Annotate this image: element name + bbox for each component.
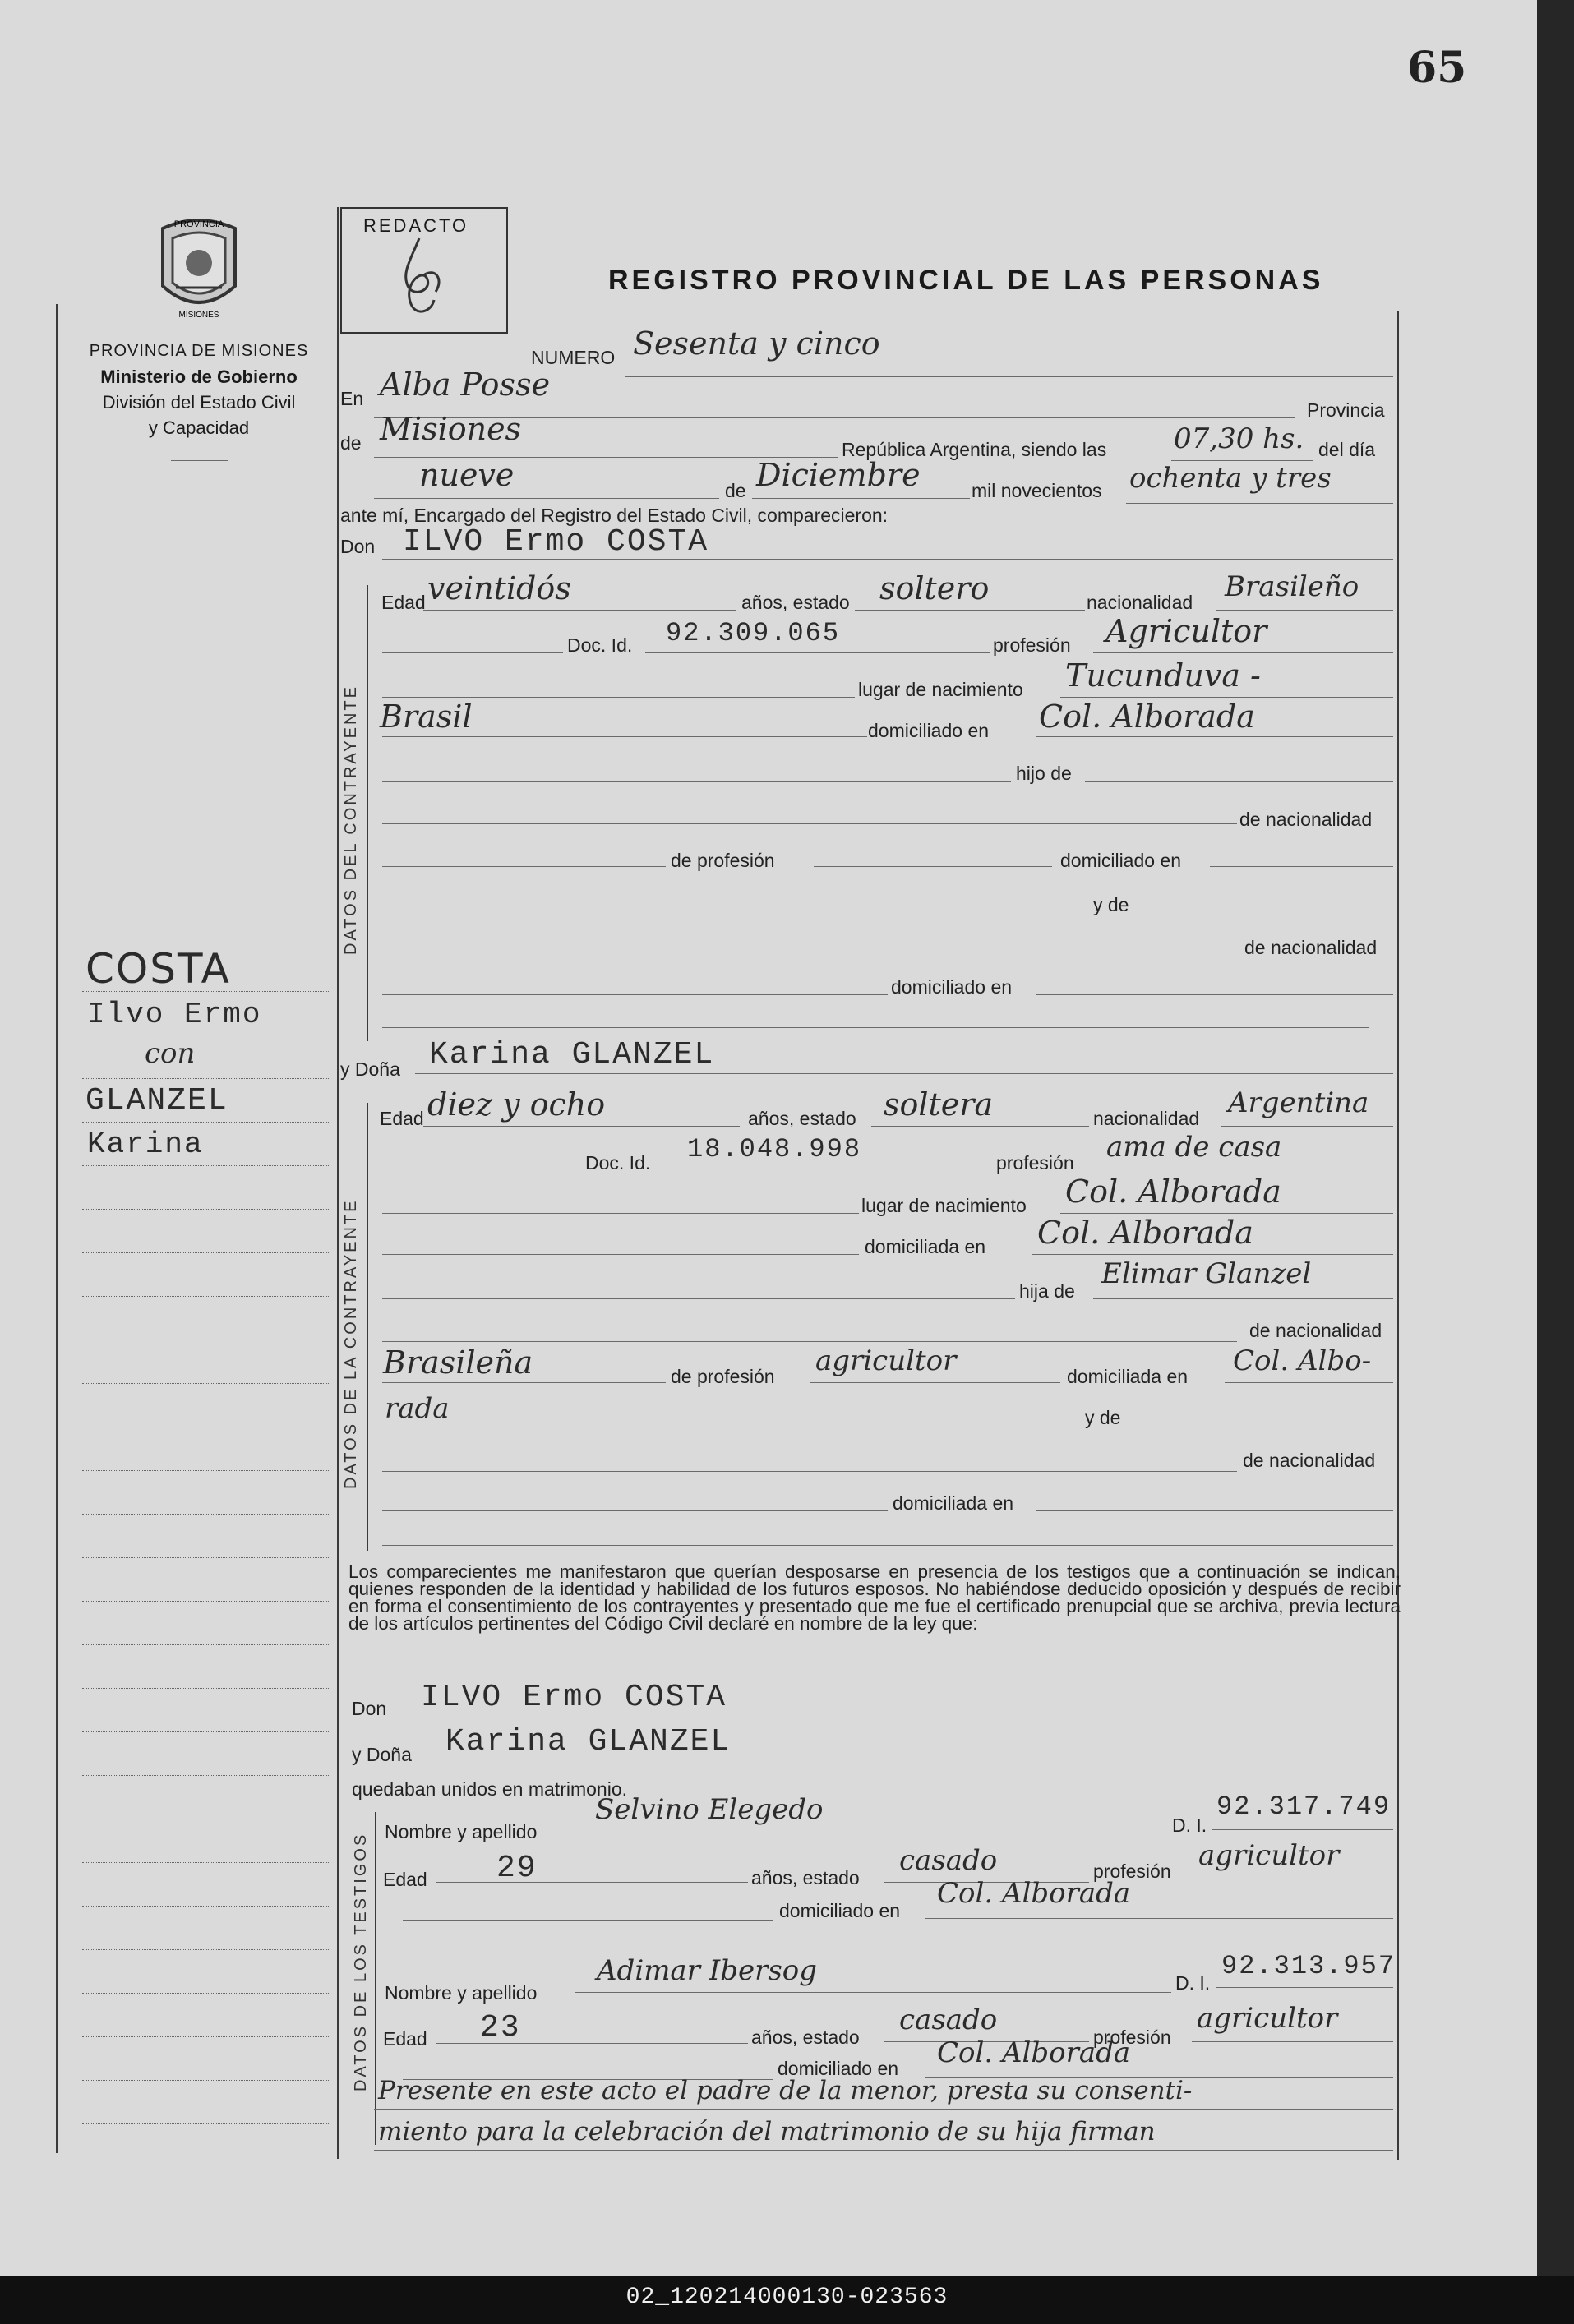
f-padre-prof-line xyxy=(810,1382,1060,1383)
section-rule-2 xyxy=(367,1103,368,1551)
dona-label: y Doña xyxy=(340,1058,400,1080)
c-dom2-line xyxy=(1210,866,1393,867)
c-prof2-line xyxy=(814,866,1052,867)
handwritten-note-line-1: Presente en este acto el padre de la menor, presta su consenti- xyxy=(378,2076,1193,2105)
margin-ruling-line xyxy=(82,1862,329,1863)
republica-text: República Argentina, siendo las xyxy=(842,439,1107,460)
t2-edad-value: 23 xyxy=(480,2010,521,2045)
c-prof-label: profesión xyxy=(993,634,1071,656)
f-edad-line xyxy=(423,1126,740,1127)
c-dom2-label: domiciliado en xyxy=(1060,850,1182,871)
provincia-label: Provincia xyxy=(1307,399,1385,421)
dia-value: nueve xyxy=(419,457,515,493)
c-prof-line xyxy=(1093,652,1393,653)
f-nac-line xyxy=(1221,1126,1393,1127)
margin-ruling-line xyxy=(82,1557,329,1558)
f-lugar-pre-line xyxy=(382,1213,859,1214)
c-doc-label: Doc. Id. xyxy=(567,634,633,656)
f-prof-label: profesión xyxy=(996,1152,1074,1174)
t1-di-line xyxy=(1212,1829,1393,1830)
f-edad-value: diez y ocho xyxy=(427,1086,606,1123)
mes-value: Diciembre xyxy=(756,457,921,493)
c-edad-line xyxy=(423,610,736,611)
dia-line xyxy=(374,498,719,499)
don-label: Don xyxy=(340,536,376,557)
t2-nombre-line xyxy=(575,1992,1171,1993)
margin-ruling-line xyxy=(82,1383,329,1384)
f-hija-value: Elimar Glanzel xyxy=(1101,1257,1312,1290)
f-padre-dom-value: Col. Albo- xyxy=(1233,1344,1372,1377)
form-right-rule xyxy=(1397,311,1399,2160)
form-left-rule xyxy=(337,207,339,2159)
c-prof-value: Agricultor xyxy=(1105,613,1267,649)
margin-ruling-line xyxy=(82,1122,329,1123)
t1-di-label: D. I. xyxy=(1172,1814,1207,1836)
ministry-line-2: Ministerio de Gobierno xyxy=(100,367,298,387)
t2-nombre-label: Nombre y apellido xyxy=(385,1982,538,2004)
c-nac3-label: de nacionalidad xyxy=(1244,937,1378,958)
left-margin-rule xyxy=(56,304,58,2153)
t2-di-value: 92.313.957 xyxy=(1221,1951,1396,1981)
f-hija-label: hija de xyxy=(1019,1280,1075,1302)
margin-ruling-line xyxy=(82,1165,329,1166)
margin-ruling-line xyxy=(82,2036,329,2037)
f-nac2-label: de nacionalidad xyxy=(1249,1320,1382,1341)
f-padre-prof-value: agricultor xyxy=(815,1344,957,1377)
c-lugar-value-2: Brasil xyxy=(380,699,473,735)
en-value: Alba Posse xyxy=(380,367,551,403)
f-prof2-label: de profesión xyxy=(671,1366,775,1387)
c-dom3-pre-line xyxy=(382,994,888,995)
f-dom-pre-line xyxy=(382,1254,859,1255)
t2-edad-line xyxy=(436,2043,748,2044)
f-dom2-label: domiciliada en xyxy=(1067,1366,1189,1387)
hora-line xyxy=(1171,460,1313,461)
declaration-paragraph: Los comparecientes me manifestaron que querían desposarse en presencia de los testigos que a continuación se indican, quienes responden de la identidad y habilidad de los futuros esposos. No habiéndose deducido oposición y después de recibir en forma el consentimiento de los contrayentes y presentado que me fue el certificado prenupcial que se archiva, previa lectura de los artículos pertinentes del Código Civil declaré en nombre de la ley que: xyxy=(348,1561,1401,1634)
margin-ruling-line xyxy=(82,1252,329,1253)
t2-nombre-value: Adimar Ibersog xyxy=(597,1954,818,1987)
c-nac-label: nacionalidad xyxy=(1087,592,1193,613)
stamp-label: REDACTO xyxy=(363,215,469,236)
margin-ruling-line xyxy=(82,1209,329,1210)
margin-ruling-line xyxy=(82,1078,329,1079)
section-label-testigos: DATOS DE LOS TESTIGOS xyxy=(352,1832,370,2091)
page-number: 65 xyxy=(1407,43,1467,93)
anio-line xyxy=(1126,503,1393,504)
c-lugar-label: lugar de nacimiento xyxy=(858,679,1023,700)
c-nac2-pre-line xyxy=(382,823,1237,824)
f-dom-value: Col. Alborada xyxy=(1037,1215,1253,1251)
section-label-contrayente: DATOS DEL CONTRAYENTE xyxy=(342,685,360,955)
c-lugar2-line xyxy=(382,736,867,737)
de-value: Misiones xyxy=(380,411,522,447)
f-lugar-line xyxy=(1060,1213,1393,1214)
c-doc-pre-line xyxy=(382,652,563,653)
scan-filename: 02_120214000130-023563 xyxy=(625,2285,949,2310)
decl-don-value: ILVO Ermo COSTA xyxy=(421,1680,727,1715)
numero-value: Sesenta y cinco xyxy=(633,325,880,362)
margin-ruling-line xyxy=(82,1296,329,1297)
margin-note-line-5: Karina xyxy=(87,1127,204,1161)
t2-di-label: D. I. xyxy=(1175,1972,1211,1994)
mil-label: mil novecientos xyxy=(972,480,1102,501)
c-dom-label: domiciliado en xyxy=(868,720,990,741)
t1-dom-line xyxy=(925,1918,1393,1919)
f-end-line xyxy=(382,1545,1393,1546)
f-prof-value: ama de casa xyxy=(1106,1131,1282,1164)
hora-value: 07,30 hs. xyxy=(1174,422,1304,455)
f-dom3-pre-line xyxy=(382,1510,888,1511)
decl-dona-label: y Doña xyxy=(352,1744,412,1765)
en-label: En xyxy=(340,388,364,409)
handwritten-note-line-2: miento para la celebración del matrimonio de su hija firman xyxy=(378,2117,1156,2146)
c-doc-line xyxy=(645,652,990,653)
t1-dom-label: domiciliado en xyxy=(779,1900,901,1921)
ministry-line-3: División del Estado Civil xyxy=(102,392,296,413)
f-hija-line xyxy=(1093,1298,1393,1299)
c-lugar-line xyxy=(1060,697,1393,698)
f-estado-value: soltera xyxy=(884,1086,994,1123)
c-lugar-pre-line xyxy=(382,697,855,698)
mes-line xyxy=(752,498,970,499)
t1-estado-label: años, estado xyxy=(751,1867,860,1888)
margin-ruling-line xyxy=(82,1775,329,1776)
margin-note-line-4: GLANZEL xyxy=(85,1083,228,1118)
c-nac-value: Brasileño xyxy=(1225,570,1359,603)
stamp-initials-signature xyxy=(386,234,460,325)
c-nac2-label: de nacionalidad xyxy=(1239,809,1373,830)
t2-dom-value: Col. Alborada xyxy=(937,2036,1131,2069)
f-dom-label: domiciliada en xyxy=(865,1236,986,1257)
section-rule-3 xyxy=(375,1812,376,2145)
book-binding-edge xyxy=(1537,0,1574,2276)
f-dom3-line xyxy=(1036,1510,1393,1511)
ministry-underline xyxy=(171,460,228,461)
t1-edad-line xyxy=(436,1882,748,1883)
seal-text-bottom: MISIONES xyxy=(178,311,219,320)
c-prof2-label: de profesión xyxy=(671,850,775,871)
t1-di-value: 92.317.749 xyxy=(1216,1791,1392,1822)
c-dom-value: Col. Alborada xyxy=(1039,699,1255,735)
c-edad-value: veintidós xyxy=(427,570,571,606)
c-hijo-line xyxy=(1085,781,1393,782)
provincial-seal-icon xyxy=(146,212,252,327)
numero-label: NUMERO xyxy=(531,347,616,368)
f-estado-label: años, estado xyxy=(748,1108,856,1129)
c-estado-line xyxy=(855,610,1085,611)
f-padre-dom-value-2: rada xyxy=(385,1392,450,1425)
de-label: de xyxy=(340,432,362,454)
margin-ruling-line xyxy=(82,1731,329,1732)
c-lugar-value: Tucunduva - xyxy=(1065,657,1261,694)
c-end-line xyxy=(382,1027,1369,1028)
ante-text: ante mí, Encargado del Registro del Estado Civil, comparecieron: xyxy=(340,505,889,526)
contrayente-f-name: Karina GLANZEL xyxy=(429,1037,715,1072)
section-rule-1 xyxy=(367,585,368,1041)
t2-estado-label: años, estado xyxy=(751,2027,860,2048)
section-label-contrayente-f: DATOS DE LA CONTRAYENTE xyxy=(342,1198,360,1489)
t1-nombre-label: Nombre y apellido xyxy=(385,1821,538,1842)
handwritten-note-line-1-rule xyxy=(374,2109,1393,2110)
f-hija-pre-line xyxy=(382,1298,1015,1299)
f-doc-value: 18.048.998 xyxy=(687,1134,862,1164)
handwritten-note-line-2-rule xyxy=(374,2150,1393,2151)
c-edad-label: Edad xyxy=(381,592,426,613)
t2-edad-label: Edad xyxy=(383,2028,427,2050)
margin-note-line-3: con xyxy=(145,1037,196,1070)
f-doc-label: Doc. Id. xyxy=(585,1152,651,1174)
ministry-line-4: y Capacidad xyxy=(148,417,250,438)
t1-nombre-value: Selvino Elegedo xyxy=(595,1793,824,1826)
dona-line xyxy=(415,1073,1393,1074)
c-yde-label: y de xyxy=(1093,894,1129,915)
margin-ruling-line xyxy=(82,1644,329,1645)
c-dom3-line xyxy=(1036,994,1393,995)
margin-ruling-line xyxy=(82,1601,329,1602)
numero-line xyxy=(625,376,1393,377)
t1-edad-label: Edad xyxy=(383,1869,427,1890)
seal-text-top: PROVINCIA xyxy=(173,219,224,229)
c-hijo-pre-line xyxy=(382,781,1011,782)
c-estado-label: años, estado xyxy=(741,592,850,613)
f-yde-label: y de xyxy=(1085,1407,1121,1428)
t1-prof-label: profesión xyxy=(1093,1861,1171,1882)
f-dom3-label: domiciliada en xyxy=(893,1492,1014,1514)
margin-ruling-line xyxy=(82,2080,329,2081)
t1-estado-value: casado xyxy=(899,1844,998,1877)
c-estado-value: soltero xyxy=(879,570,990,606)
margin-note-line-2: Ilvo Ermo xyxy=(87,998,262,1031)
f-padre-nac-line xyxy=(382,1382,666,1383)
c-doc-value: 92.309.065 xyxy=(666,618,841,648)
f-lugar-value: Col. Alborada xyxy=(1065,1174,1281,1210)
don-line xyxy=(382,559,1393,560)
margin-ruling-line xyxy=(82,1906,329,1907)
f-nac3-label: de nacionalidad xyxy=(1243,1450,1376,1471)
del-dia-label: del día xyxy=(1318,439,1376,460)
t2-dom-label: domiciliado en xyxy=(778,2058,899,2079)
t2-estado-value: casado xyxy=(899,2004,998,2036)
t1-dom-pre-line xyxy=(403,1920,773,1921)
contrayente-name: ILVO Ermo COSTA xyxy=(403,524,709,560)
f-lugar-label: lugar de nacimiento xyxy=(861,1195,1027,1216)
margin-ruling-line xyxy=(82,1470,329,1471)
t1-dom-value: Col. Alborada xyxy=(937,1877,1131,1910)
margin-ruling-line xyxy=(82,1949,329,1950)
margin-ruling-line xyxy=(82,1993,329,1994)
f-padre-nac-value: Brasileña xyxy=(383,1344,533,1381)
c-nac-line xyxy=(1216,610,1393,611)
margin-ruling-line xyxy=(82,991,329,992)
c-dom3-label: domiciliado en xyxy=(891,976,1013,998)
quedaban-text: quedaban unidos en matrimonio. xyxy=(352,1778,628,1800)
f-nac2-pre-line xyxy=(382,1341,1237,1342)
t2-prof-label: profesión xyxy=(1093,2027,1171,2048)
c-prof2-pre-line xyxy=(382,866,666,867)
f-nac-label: nacionalidad xyxy=(1093,1108,1200,1129)
ministry-line-1: PROVINCIA DE MISIONES xyxy=(89,342,309,360)
anio-value: ochenta y tres xyxy=(1129,462,1332,495)
c-hijo-label: hijo de xyxy=(1016,763,1072,784)
margin-ruling-line xyxy=(82,2123,329,2124)
t2-prof-line xyxy=(1192,2041,1393,2042)
margin-note-line-1: COSTA xyxy=(85,945,231,993)
f-padre-dom-line xyxy=(1225,1382,1393,1383)
t1-prof-value: agricultor xyxy=(1198,1839,1340,1872)
t2-di-line xyxy=(1216,1987,1393,1988)
decl-dona-value: Karina GLANZEL xyxy=(445,1724,732,1759)
page-title: REGISTRO PROVINCIAL DE LAS PERSONAS xyxy=(608,265,1324,296)
decl-don-label: Don xyxy=(352,1698,387,1719)
t1-edad-value: 29 xyxy=(496,1851,538,1886)
f-dom-line xyxy=(1032,1254,1393,1255)
t2-prof-value: agricultor xyxy=(1197,2002,1338,2035)
f-edad-label: Edad xyxy=(380,1108,424,1129)
margin-ruling-line xyxy=(82,1514,329,1515)
f-nac3-pre-line xyxy=(382,1471,1237,1472)
c-dom-line xyxy=(1036,736,1393,737)
margin-ruling-line xyxy=(82,1688,329,1689)
f-estado-line xyxy=(871,1126,1089,1127)
de2-label: de xyxy=(725,480,746,501)
f-nac-value: Argentina xyxy=(1228,1086,1369,1119)
